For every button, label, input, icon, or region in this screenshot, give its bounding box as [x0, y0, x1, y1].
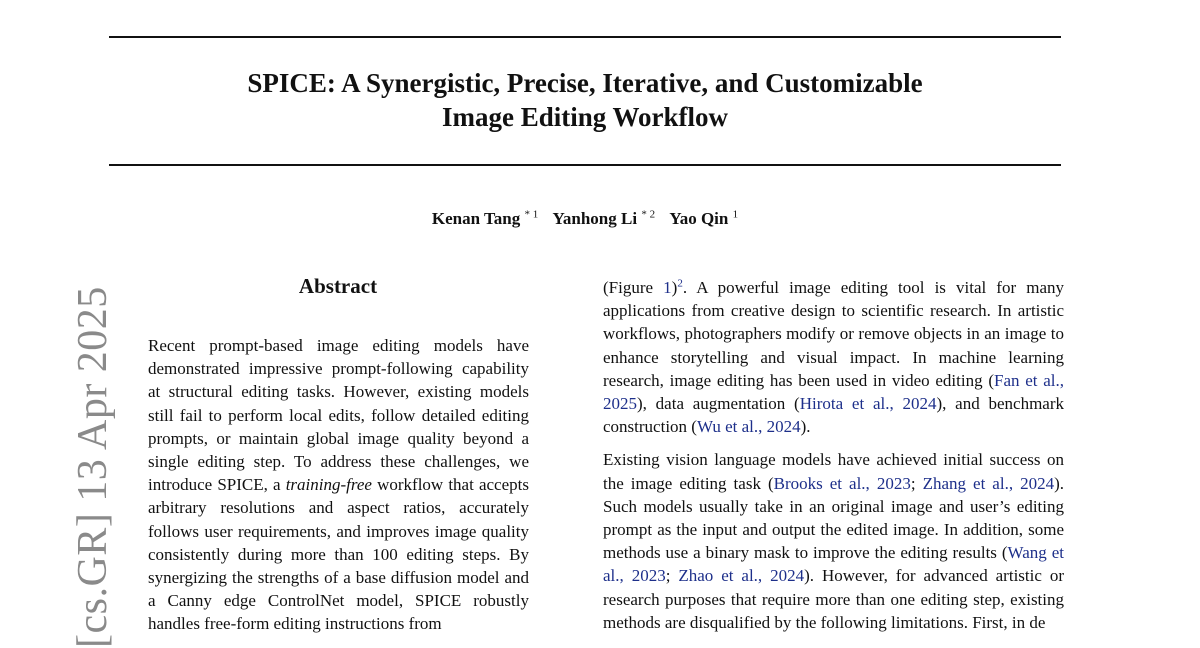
arxiv-side-stamp: [cs.GR] 13 Apr 2025	[70, 286, 116, 648]
author-1	[432, 209, 538, 228]
body-text: Existing vision language models have achieved initial success on the image editing task (	[603, 450, 1064, 493]
title-line-2: Image Editing Workflow	[441, 102, 729, 132]
footnote-link[interactable]: 2	[677, 277, 683, 290]
author-name: Yao Qin	[669, 208, 729, 228]
author-3	[669, 209, 738, 228]
introduction-column	[603, 276, 1064, 634]
intro-paragraph-2	[603, 448, 1064, 634]
abstract-body	[148, 334, 529, 636]
abstract-paragraph	[148, 334, 529, 636]
citation-link[interactable]: Zhang et al., 2024	[922, 473, 1055, 493]
citation-link[interactable]: Hirota et al., 2024	[799, 394, 937, 414]
body-text: . A powerful image editing tool is vital for many applications from creative design to scientific research. In artistic workflows, photographers modify or remove objects in an image to enhance storytelling and visual impact. In machine learning research, image editing has been used in video editing (	[603, 278, 1064, 390]
intro-paragraph-1	[603, 276, 1064, 438]
body-text: ), and benchmark construction (	[603, 394, 1064, 437]
author-affiliation-mark: * 2	[641, 208, 656, 220]
paper-title	[109, 66, 1061, 134]
body-text: )	[671, 278, 678, 297]
citation-link[interactable]: Zhao et al., 2024	[678, 566, 805, 586]
citation-link[interactable]: Fan et al., 2025	[603, 370, 1065, 414]
title-rule-bottom	[109, 164, 1061, 166]
author-affiliation-mark: 1	[732, 208, 739, 220]
title-line-1: SPICE: A Synergistic, Precise, Iterative, and Customizable	[247, 68, 923, 98]
author-name: Yanhong Li	[552, 208, 638, 228]
citation-link[interactable]: Wu et al., 2024	[696, 417, 801, 437]
abstract-text: workflow that accepts arbitrary resolutions and aspect ratios, accurately follows user requirements, and improves image quality consistently during more than 100 editing steps. By synergizing the strengths of a base diffusion model and a Canny edge ControlNet model, SPICE robustly handles free-form editing instructions from	[148, 475, 529, 634]
figure-link[interactable]: 1	[663, 278, 672, 297]
abstract-emphasis: training-free	[285, 475, 372, 495]
abstract-text: Recent prompt-based image editing models have demonstrated impressive prompt-following capability at structural editing tasks. However, existing models still fail to perform local edits, follow detailed editing prompts, or maintain global image quality beyond a single editing step. To address these challenges, we introduce SPICE, a	[148, 336, 529, 495]
author-name: Kenan Tang	[431, 208, 521, 228]
title-rule-top	[109, 36, 1061, 38]
author-affiliation-mark: * 1	[524, 208, 539, 220]
body-text: ). Such models usually take in an original image and user’s editing prompt as the input and output the edited image. In addition, some methods use a binary mask to improve the editing results (	[603, 473, 1065, 563]
body-text: ).	[800, 417, 811, 437]
body-text: (Figure	[603, 278, 664, 297]
author-list	[109, 208, 1061, 229]
abstract-heading: Abstract	[298, 274, 378, 298]
citation-link[interactable]: Brooks et al., 2023	[773, 473, 911, 493]
body-text: ), data augmentation (	[637, 394, 800, 414]
author-2	[552, 209, 655, 228]
body-text: ). However, for advanced artistic or research purposes that require more than one editing step, existing methods are disqualified by the following limitations. First, in de	[603, 566, 1064, 632]
citation-link[interactable]: Wang et al., 2023	[603, 543, 1064, 586]
body-text: ;	[665, 566, 679, 586]
body-text: ;	[910, 473, 923, 493]
